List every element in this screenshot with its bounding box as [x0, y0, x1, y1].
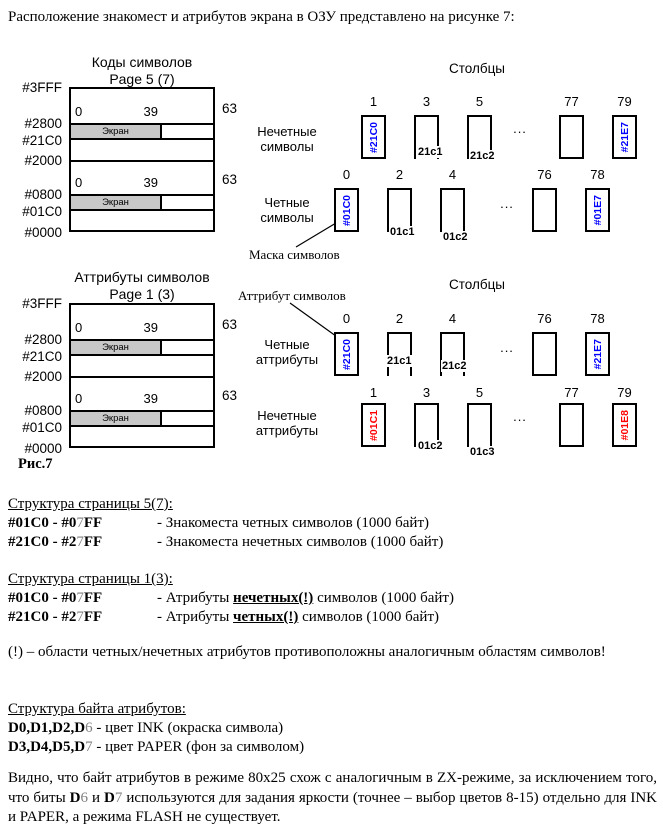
screen-bar-label: Экран [102, 126, 129, 137]
column-number: 0 [342, 167, 351, 182]
row-label [247, 195, 327, 225]
column-number: 76 [537, 167, 552, 182]
screen-bar [71, 125, 162, 138]
col-index-0: 0 [75, 391, 83, 406]
address-label: #2000 [24, 369, 62, 384]
address-label: #0800 [24, 187, 62, 202]
memory-map-box-codes [69, 87, 215, 232]
cell-address-text: #01E8 [618, 409, 631, 441]
emphasized-word: четных(!) [233, 609, 299, 625]
cell-open [440, 188, 465, 232]
cell-address-text: #21C0 [367, 121, 380, 153]
section-row [8, 514, 658, 533]
ellipsis: ... [513, 409, 527, 424]
col-index-63: 63 [222, 388, 238, 403]
cell-address-text: #21E7 [618, 121, 631, 153]
address-label: #21C0 [22, 349, 62, 364]
range-part: FF [83, 534, 103, 550]
cell-start-address [361, 403, 386, 447]
screen-bar [71, 196, 162, 209]
range-part: 7 [76, 609, 84, 625]
column-number: 77 [564, 385, 579, 400]
column-number: 2 [395, 167, 404, 182]
col-index-39: 39 [143, 391, 158, 406]
section-row [8, 533, 658, 552]
address-label: #01C0 [22, 420, 62, 435]
bit-name: D [69, 789, 81, 806]
bit-name: 7 [114, 789, 123, 806]
col-index-63: 63 [222, 317, 238, 332]
section-row [8, 719, 658, 738]
section-desc: - Атрибуты [157, 590, 234, 606]
cell-empty [532, 332, 557, 376]
col-index-63: 63 [222, 172, 238, 187]
range-part: FF [83, 609, 103, 625]
address-label: #3FFF [22, 296, 62, 311]
cell-start-address [334, 188, 359, 232]
bit-list: D3,D4,D5,D [8, 739, 86, 755]
address-label: #21C0 [22, 133, 62, 148]
screen-bar-label: Экран [102, 342, 129, 353]
bit-name: 6 [80, 789, 89, 806]
map-divider-line [71, 376, 213, 378]
ellipsis: ... [500, 196, 514, 211]
column-number: 78 [590, 167, 605, 182]
bit-list: D0,D1,D2,D [8, 720, 86, 736]
column-number: 1 [369, 94, 378, 109]
attr-pointer-label: Аттрибут символов [238, 288, 346, 303]
intro-paragraph: Расположение знакомест и атрибутов экрана в ОЗУ представлено на рисунке 7: [8, 9, 515, 25]
address-label: #3FFF [22, 80, 62, 95]
cell-empty [559, 115, 584, 159]
columns-heading: Столбцы [448, 277, 506, 292]
map1-title: Коды символов [91, 54, 193, 70]
row-label-line2: символы [260, 210, 314, 225]
address-label: #0000 [24, 441, 62, 456]
cell-sub-label: 01c2 [443, 231, 468, 243]
range-part: #01C0 - #0 [8, 515, 77, 531]
row-label [247, 408, 327, 438]
columns-heading: Столбцы [448, 61, 506, 76]
row-label-line1: Четные [264, 337, 310, 352]
range-part: FF [83, 590, 103, 606]
screen-bar [71, 412, 162, 425]
section-desc: - Знакоместа четных символов (1000 байт) [157, 515, 430, 531]
range-part: FF [83, 515, 103, 531]
cell-address-text: #21E7 [591, 338, 604, 370]
cell-address-text: #01C1 [367, 409, 380, 441]
final-paragraph [8, 769, 657, 828]
address-range [8, 533, 157, 552]
cell-address-text: #21C0 [340, 338, 353, 370]
column-number: 5 [475, 94, 484, 109]
column-number: 78 [590, 311, 605, 326]
col-index-0: 0 [75, 175, 83, 190]
col-index-39: 39 [143, 104, 158, 119]
cell-end-address [585, 188, 610, 232]
screen-bar [71, 341, 162, 354]
paragraph-text: используются для задания яркости (точнее – выбор цветов 8-15) отдельно для INK и PAPER, а режима FLASH не существует. [8, 789, 658, 825]
cell-address-text: #01C0 [340, 194, 353, 226]
map-divider-line [71, 160, 213, 162]
address-range [8, 514, 157, 533]
ellipsis: ... [500, 340, 514, 355]
map1-subtitle: Page 5 (7) [109, 71, 175, 87]
column-number: 4 [448, 167, 457, 182]
column-number: 3 [422, 94, 431, 109]
figure-caption: Рис.7 [18, 456, 53, 472]
cell-address-text: #01E7 [591, 194, 604, 226]
cell-open [387, 332, 412, 376]
paragraph-text: и [88, 789, 105, 806]
emphasized-word: нечетных(!) [233, 590, 314, 606]
cell-start-address [334, 332, 359, 376]
cell-end-address [612, 403, 637, 447]
section-desc: - Знакоместа нечетных символов (1000 байт) [157, 534, 444, 550]
column-number: 1 [369, 385, 378, 400]
cell-sub-label: 01c3 [470, 446, 495, 458]
column-number: 2 [395, 311, 404, 326]
section-attr-byte [8, 700, 658, 757]
cell-sub-label: 21c2 [442, 360, 467, 372]
ellipsis: ... [513, 121, 527, 136]
paragraph-text: Видно, что байт атрибутов в режиме 80x25 схож с аналогичным в ZX-режиме, за исключением того, что биты [8, 770, 657, 806]
row-label [247, 124, 327, 154]
address-label: #2800 [24, 116, 62, 131]
col-index-63: 63 [222, 101, 238, 116]
column-number: 3 [422, 385, 431, 400]
row-label-line2: символы [260, 139, 314, 154]
range-part: #21C0 - #2 [8, 534, 77, 550]
col-index-39: 39 [143, 320, 158, 335]
address-label: #0800 [24, 403, 62, 418]
map2-title: Аттрибуты символов [74, 269, 210, 285]
section-header: Структура страницы 5(7): [8, 496, 173, 512]
screen-bar-row [71, 123, 213, 140]
cell-sub-label: 01c2 [418, 440, 443, 452]
section-desc: символов (1000 байт) [313, 590, 454, 606]
column-number: 79 [617, 94, 632, 109]
section-page1 [8, 570, 658, 627]
column-number: 76 [537, 311, 552, 326]
section-desc: - цвет PAPER (фон за символом) [92, 739, 305, 755]
section-header: Структура страницы 1(3): [8, 571, 173, 587]
section-desc: - Атрибуты [157, 609, 234, 625]
cell-sub-label: 21c2 [470, 150, 495, 162]
map2-subtitle: Page 1 (3) [109, 286, 175, 302]
column-number: 77 [564, 94, 579, 109]
cell-open [467, 403, 492, 447]
address-label: #01C0 [22, 204, 62, 219]
address-label: #2800 [24, 332, 62, 347]
range-part: #01C0 - #0 [8, 590, 77, 606]
section-desc: - цвет INK (окраска символа) [92, 720, 284, 736]
section-page5 [8, 495, 658, 552]
screen-bar-row [71, 410, 213, 427]
screen-bar-label: Экран [102, 197, 129, 208]
mask-pointer-label: Маска символов [249, 247, 340, 262]
range-part: 7 [76, 534, 84, 550]
section-header: Структура байта атрибутов: [8, 701, 186, 717]
cell-empty [532, 188, 557, 232]
address-range [8, 608, 157, 627]
memory-map-box-attrs [69, 303, 215, 448]
address-range [8, 589, 157, 608]
address-label: #0000 [24, 225, 62, 240]
column-number: 4 [448, 311, 457, 326]
col-index-39: 39 [143, 175, 158, 190]
cell-sub-label: 01c1 [390, 226, 415, 238]
row-label-line1: Нечетные [257, 408, 317, 423]
cell-end-address [585, 332, 610, 376]
screen-bar-row [71, 339, 213, 356]
bit-list: 7 [85, 739, 93, 755]
section-row [8, 608, 658, 627]
section-row [8, 738, 658, 757]
cell-empty [559, 403, 584, 447]
row-label-line1: Четные [264, 195, 310, 210]
section-row [8, 589, 658, 608]
column-number: 0 [342, 311, 351, 326]
bit-name: D [104, 789, 115, 806]
bit-list: 6 [85, 720, 93, 736]
col-index-0: 0 [75, 320, 83, 335]
column-number: 79 [617, 385, 632, 400]
note-paragraph: (!) – области четных/нечетных атрибутов противоположны аналогичным областям символов! [8, 644, 606, 660]
cell-sub-label: 21c1 [418, 146, 443, 158]
row-label [247, 337, 327, 367]
range-part: #21C0 - #2 [8, 609, 77, 625]
address-label: #2000 [24, 153, 62, 168]
screen-bar-row [71, 194, 213, 211]
range-part: 7 [76, 515, 84, 531]
column-number: 5 [475, 385, 484, 400]
cell-start-address [361, 115, 386, 159]
row-label-line2: аттрибуты [255, 423, 319, 438]
row-label-line2: аттрибуты [255, 352, 319, 367]
cell-end-address [612, 115, 637, 159]
range-part: 7 [76, 590, 84, 606]
col-index-0: 0 [75, 104, 83, 119]
screen-bar-label: Экран [102, 413, 129, 424]
row-label-line1: Нечетные [257, 124, 317, 139]
cell-sub-label: 21c1 [387, 355, 412, 367]
section-desc: символов (1000 байт) [298, 609, 440, 625]
